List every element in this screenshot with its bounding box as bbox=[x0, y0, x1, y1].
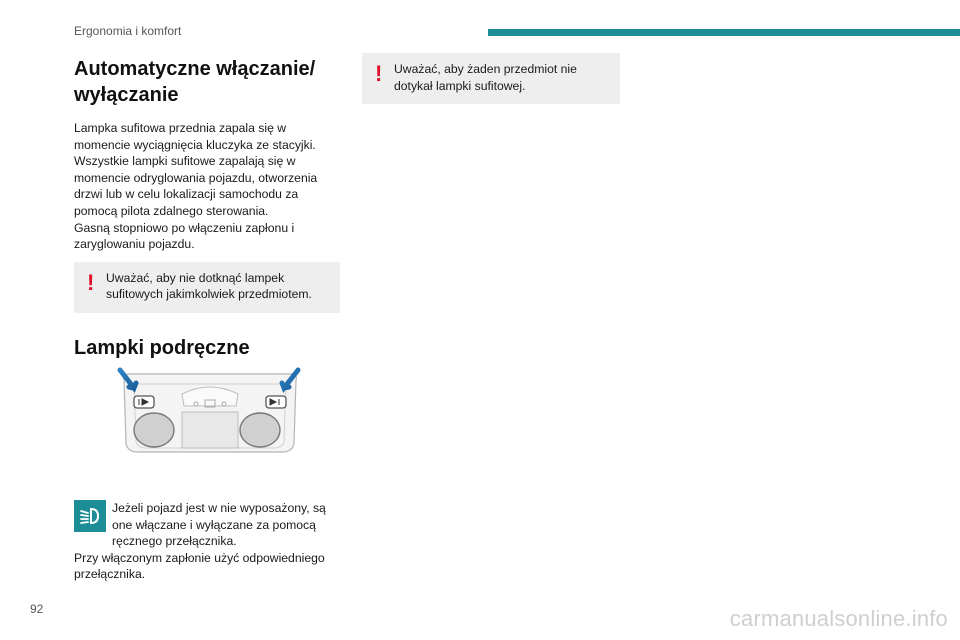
warning-text: Uważać, aby żaden przedmiot nie dotykał lampki sufitowej. bbox=[394, 62, 577, 93]
right-column bbox=[362, 53, 620, 104]
auto-paragraph: Gasną stopniowo po włączeniu zapłonu i zaryglowaniu pojazdu. bbox=[74, 220, 295, 252]
warning-text: Uważać, aby nie dotknąć lampek sufitowych jakimkolwiek przedmiotem. bbox=[106, 270, 312, 302]
section-title: Ergonomia i komfort bbox=[74, 24, 182, 38]
header-accent-bar bbox=[488, 29, 960, 36]
warning-box bbox=[74, 262, 340, 313]
watermark-text: carmanualsonline.info bbox=[729, 606, 948, 631]
warning-box bbox=[362, 53, 620, 104]
auto-paragraph: Wszystkie lampki sufitowe zapalają się w momencie odryglowania pojazdu, otworzenia drzwi lub w celu lokalizacji samochodu za pomocą pilota zdalnego sterowania. bbox=[74, 154, 318, 218]
exclamation-mark-icon: ! bbox=[87, 269, 95, 295]
auto-heading-line1: Automatyczne włączanie/ bbox=[74, 58, 316, 80]
manual-heading: Lampki podręczne bbox=[74, 336, 250, 359]
ceiling-light-illustration bbox=[112, 366, 308, 460]
auto-body bbox=[74, 120, 340, 253]
note-text-2: Przy włączonym zapłonie użyć odpowiedniego przełącznika. bbox=[74, 550, 325, 582]
left-column bbox=[74, 56, 340, 361]
low-beam-light-icon bbox=[74, 500, 106, 532]
auto-paragraph: Lampka sufitowa przednia zapala się w momencie wyciągnięcia kluczyka ze stacyjki. bbox=[74, 121, 316, 152]
auto-heading-line2: wyłączanie bbox=[74, 84, 179, 106]
auto-heading bbox=[74, 56, 340, 108]
note-text-1: Jeżeli pojazd jest w nie wyposażony, są one włączane i wyłączane za pomocą ręcznego przełącznika. bbox=[112, 501, 326, 549]
page-number: 92 bbox=[30, 602, 44, 616]
exclamation-mark-icon: ! bbox=[375, 61, 383, 86]
note-block bbox=[74, 500, 340, 583]
